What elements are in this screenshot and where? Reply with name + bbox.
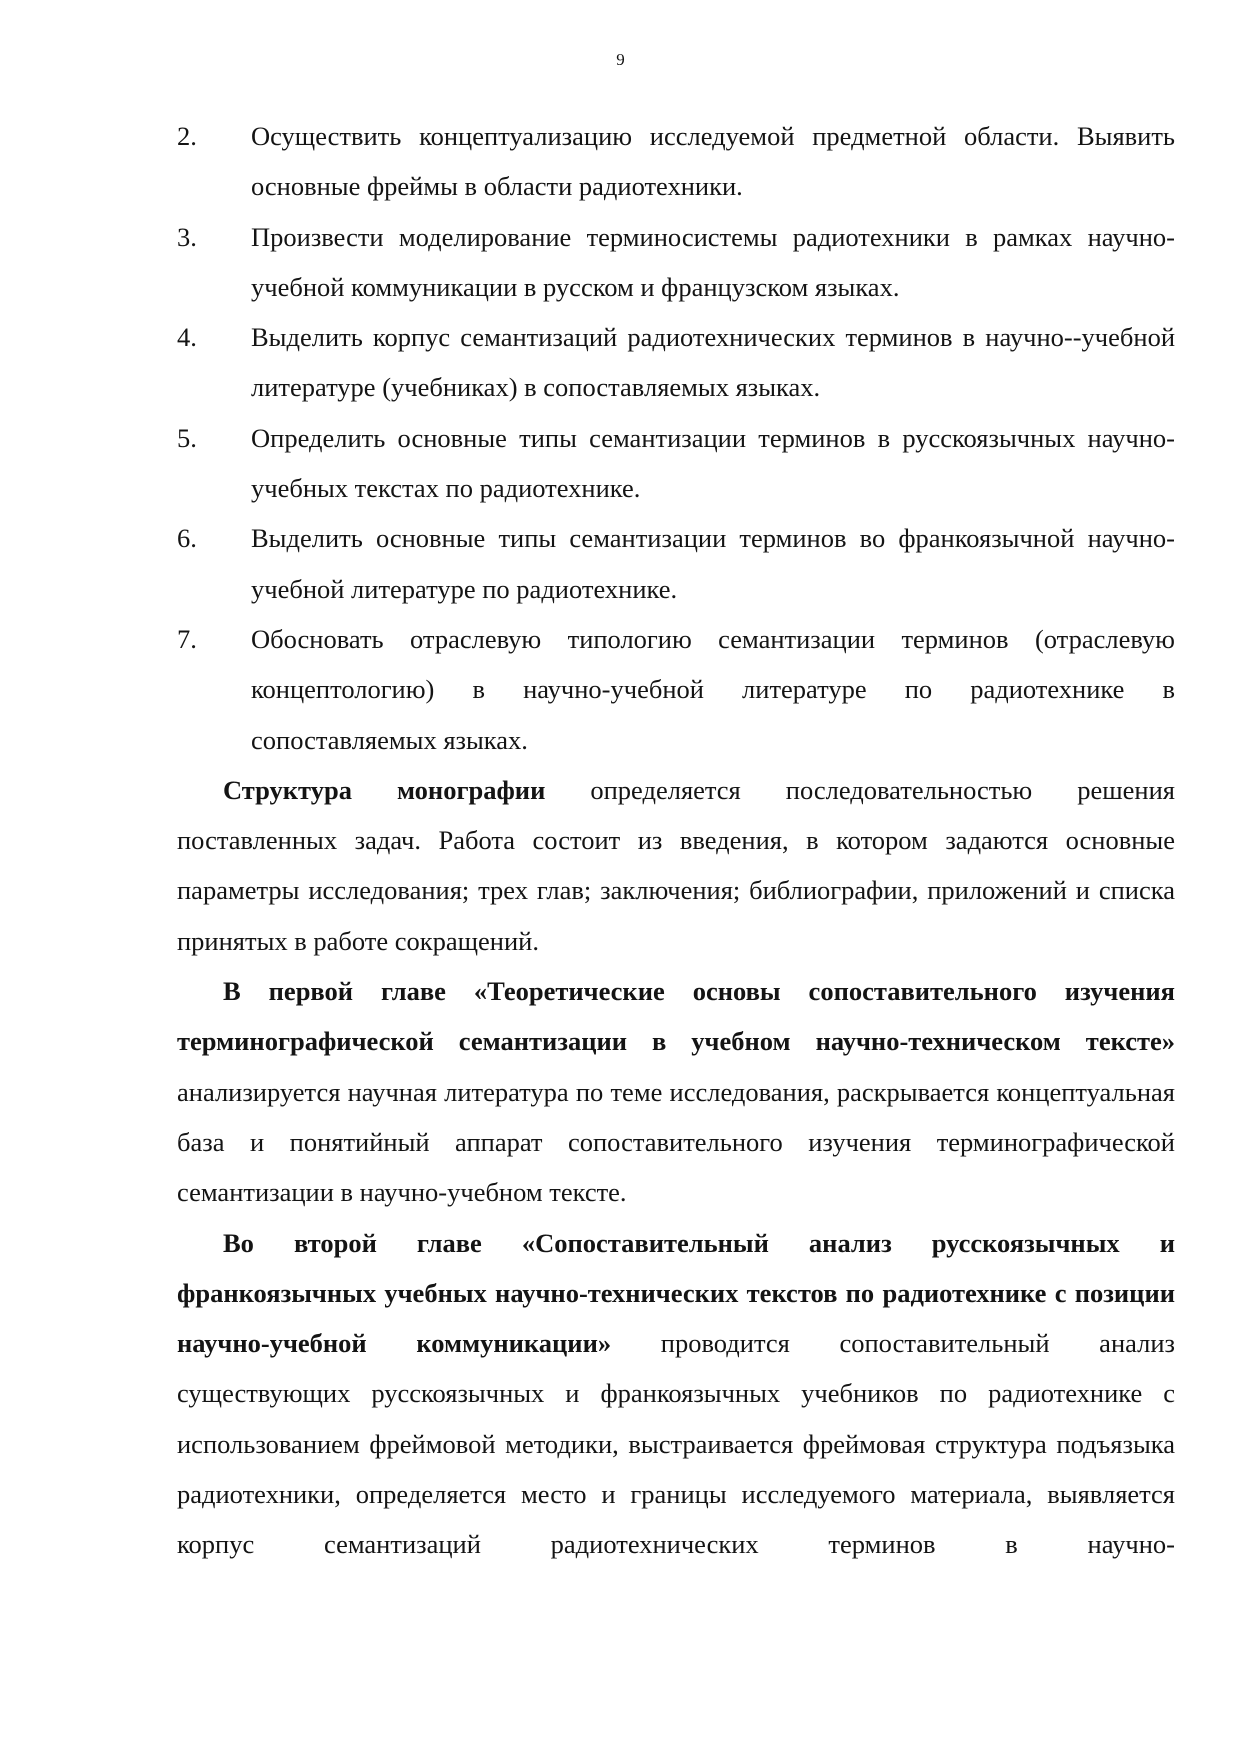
structure-paragraph xyxy=(177,765,1175,966)
structure-text: определяется последовательностью решения поставленных задач. Работа состоит из введения, в котором задаются основные параметры исследования; трех глав; заключения; библиографии, приложений и списка принятых в работе сокращений. xyxy=(177,774,1175,956)
list-item-number: 4. xyxy=(177,322,197,353)
list-item xyxy=(177,413,1175,514)
chapter2-paragraph xyxy=(177,1218,1175,1570)
list-item-text: Выделить корпус семантизаций радиотехнических терминов в научно--учебной литературе (учебниках) в сопоставляемых языках. xyxy=(251,322,1175,403)
list-item-text: Осуществить концептуализацию исследуемой предметной области. Выявить основные фреймы в области радиотехники. xyxy=(251,121,1175,202)
chapter1-paragraph xyxy=(177,966,1175,1217)
chapter2-heading: Во второй главе «Сопоставительный анализ русскоязычных и франкоязычных учебных научно-технических текстов по радиотехнике с позиции научно-учебной коммуникации» xyxy=(177,1227,1175,1359)
list-item xyxy=(177,312,1175,413)
list-item-number: 6. xyxy=(177,523,197,554)
list-item-number: 3. xyxy=(177,221,197,252)
list-item xyxy=(177,111,1175,212)
list-item xyxy=(177,212,1175,313)
list-item-text: Произвести моделирование терминосистемы радиотехники в рамках научно-учебной коммуникации в русском и французском языках. xyxy=(251,221,1175,302)
structure-heading: Структура монографии xyxy=(223,774,546,805)
list-item xyxy=(177,614,1175,765)
list-item-number: 5. xyxy=(177,422,197,453)
list-item-text: Определить основные типы семантизации терминов в русскоязычных научно-учебных текстах по радиотехнике. xyxy=(251,422,1175,504)
list-item xyxy=(177,513,1175,614)
chapter1-text: анализируется научная литература по теме исследования, раскрывается концептуальная база и понятийный аппарат сопоставительного изучения терминографической семантизации в научно-учебном тексте. xyxy=(177,1076,1175,1208)
list-item-text: Выделить основные типы семантизации терминов во франкоязычной научно-учебной литературе по радиотехнике. xyxy=(251,523,1175,604)
page-content xyxy=(177,111,1175,1570)
list-item-number: 7. xyxy=(177,623,197,654)
chapter1-heading: В первой главе «Теоретические основы сопоставительного изучения терминографической семантизации в учебном научно-техническом тексте» xyxy=(177,976,1175,1057)
task-list xyxy=(177,111,1175,765)
chapter2-text: проводится сопоставительный анализ существующих русскоязычных и франкоязычных учебников по радиотехнике с использованием фреймовой методики, выстраивается фреймовая структура подъязыка радиотехники, определяется место и границы исследуемого материала, выявляется корпус семантизаций радиотехнических терминов в научно- xyxy=(177,1328,1175,1560)
page-number: 9 xyxy=(616,50,625,69)
list-item-text: Обосновать отраслевую типологию семантизации терминов (отраслевую концептологию) в научно-учебной литературе по радиотехнике в сопоставляемых языках. xyxy=(251,623,1175,755)
list-item-number: 2. xyxy=(177,121,197,151)
